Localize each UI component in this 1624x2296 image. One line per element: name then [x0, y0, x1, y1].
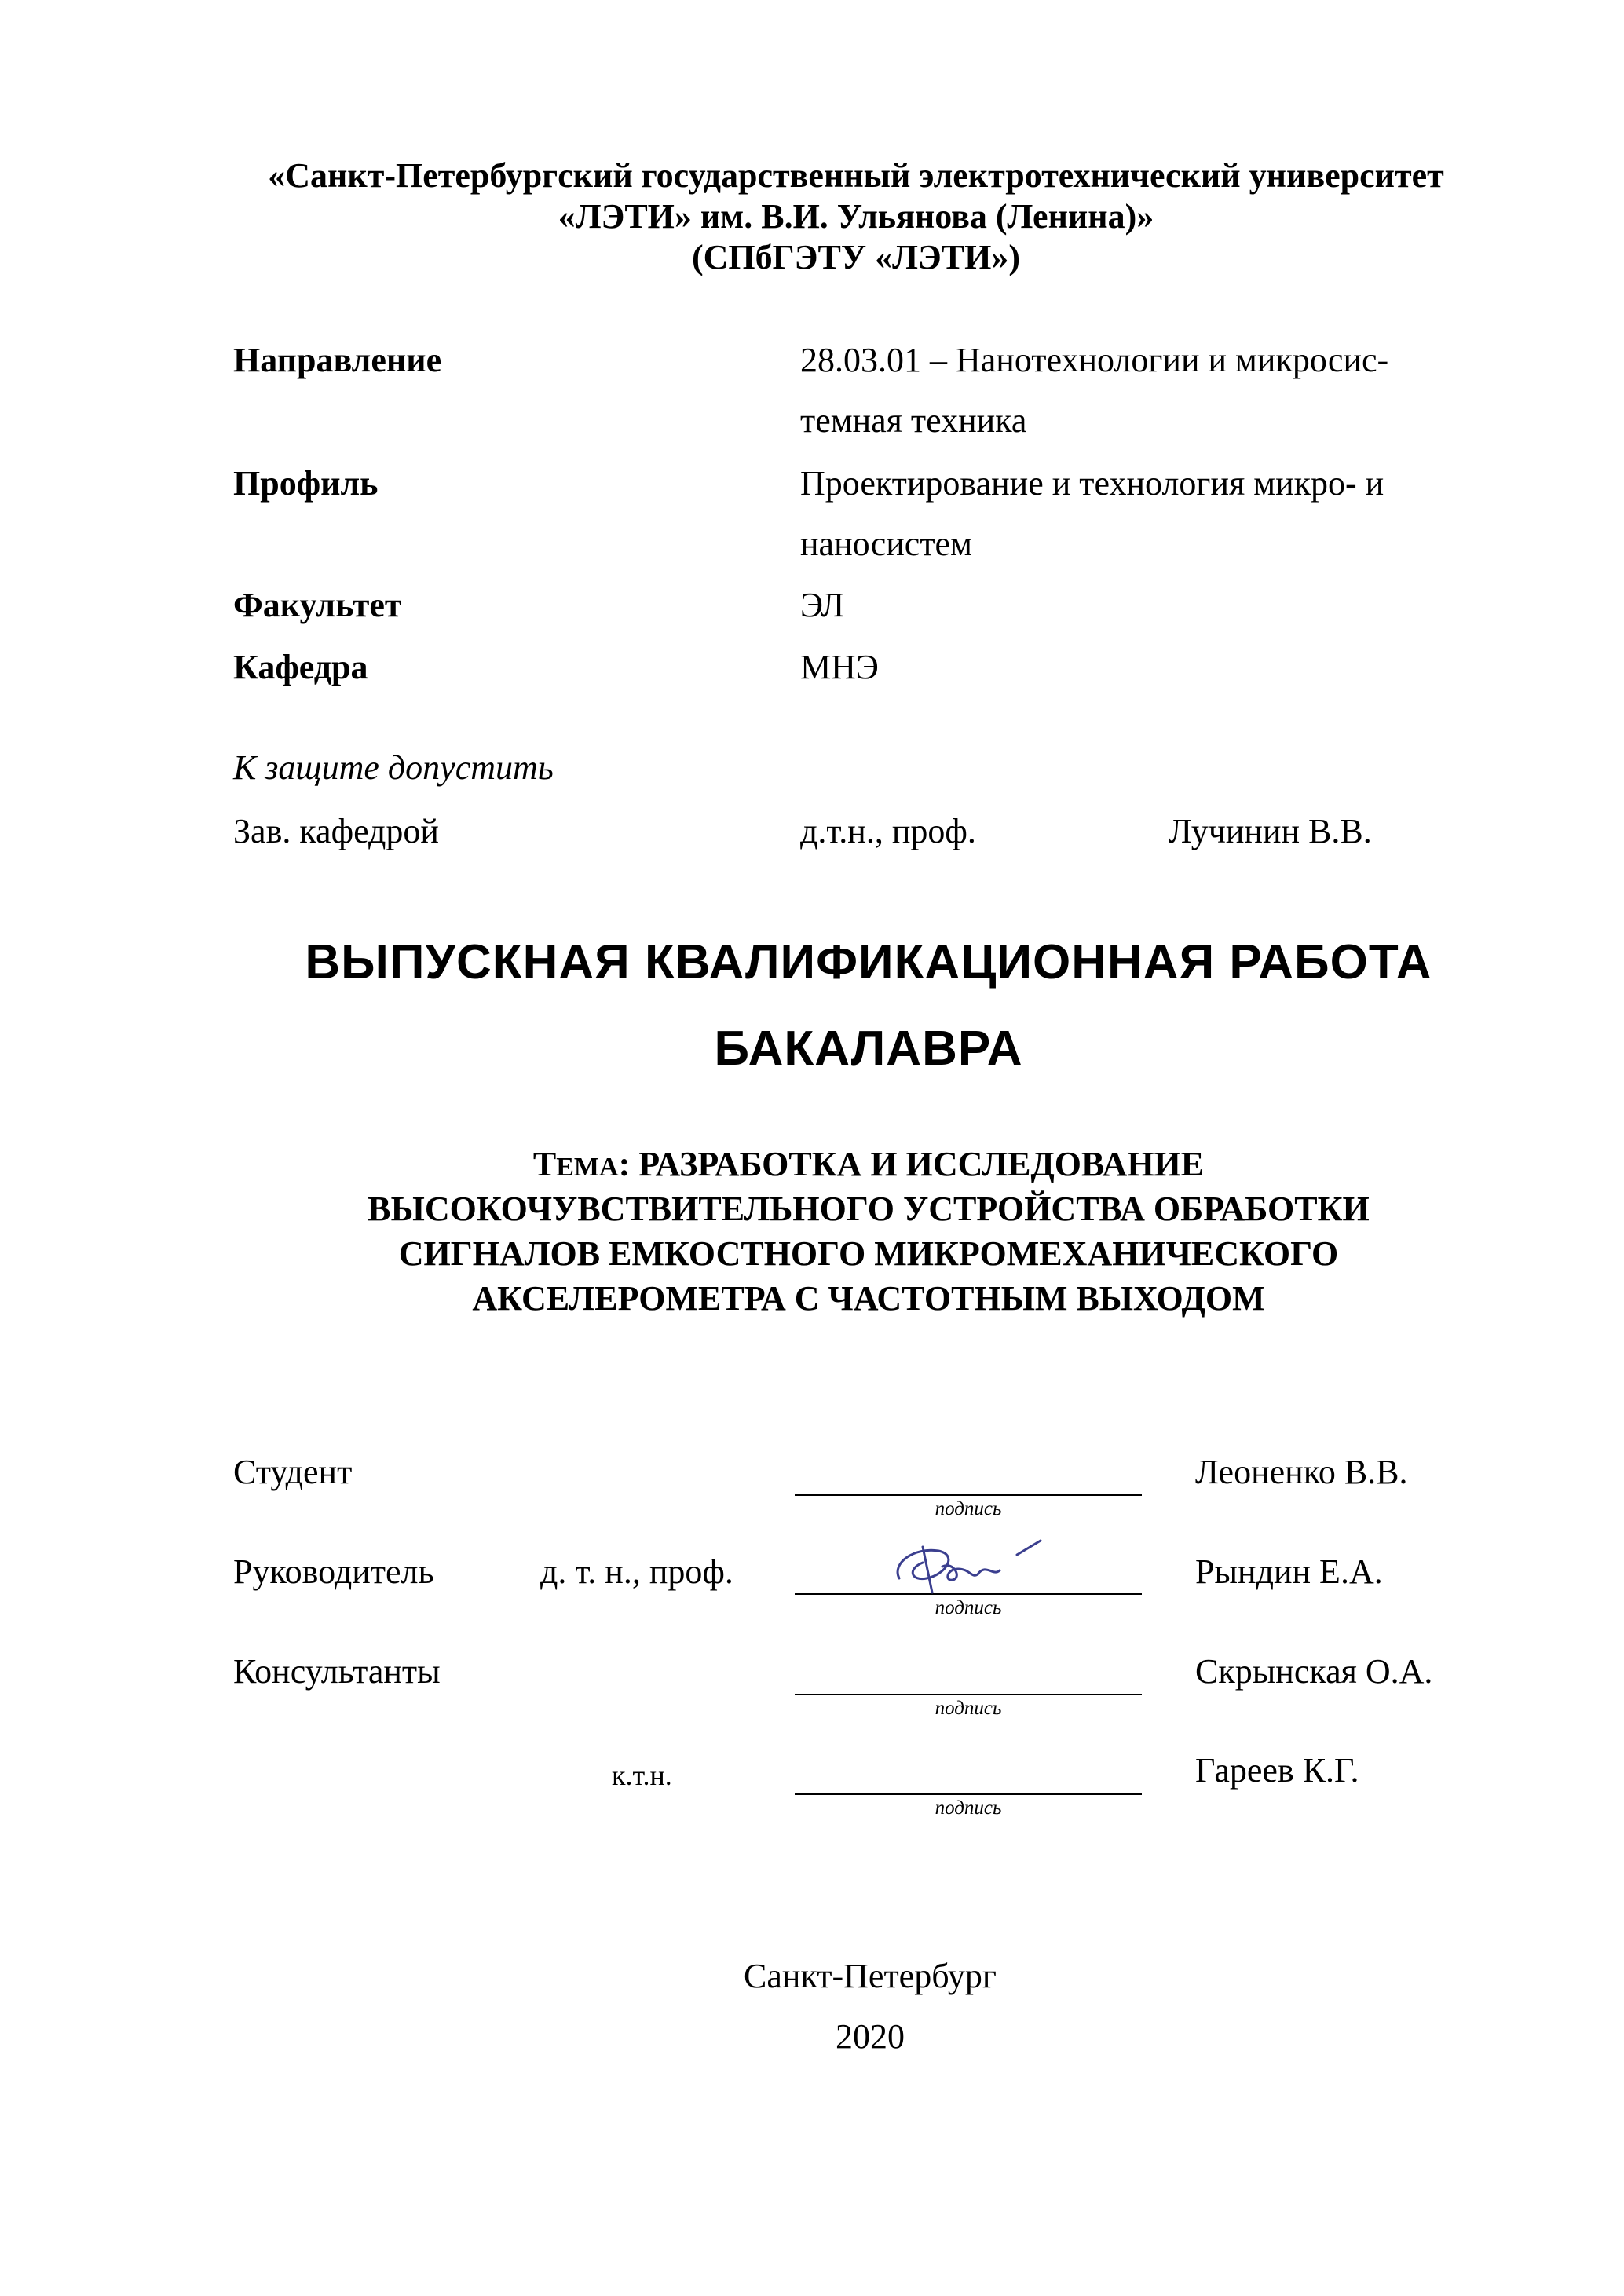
university-name-line2: «ЛЭТИ» им. В.И. Ульянова (Ленина)»: [558, 197, 1154, 236]
field-label-direction: Направление: [233, 341, 442, 379]
handwritten-signature: [883, 1531, 1056, 1602]
signature-caption-consultant1: подпись: [935, 1698, 1002, 1719]
signature-role-consultants: Консультанты: [233, 1652, 441, 1691]
signature-role-student: Студент: [233, 1453, 353, 1491]
signature-caption-supervisor: подпись: [935, 1597, 1002, 1618]
signature-degree-supervisor: д. т. н., проф.: [540, 1552, 733, 1591]
signature-name-supervisor: Рындин Е.А.: [1195, 1552, 1383, 1591]
field-value-profile-line1: Проектирование и технология микро- и: [800, 464, 1384, 503]
signature-caption-student: подпись: [935, 1498, 1002, 1519]
signature-caption-consultant2: подпись: [935, 1797, 1002, 1819]
theme-prefix-colon: :: [618, 1145, 631, 1183]
theme-prefix-rest: ЕМА: [556, 1153, 619, 1182]
thesis-title-line2: БАКАЛАВРА: [714, 1022, 1023, 1076]
footer-city: Санкт-Петербург: [744, 1957, 997, 1995]
field-value-direction-line1: 28.03.01 – Нанотехнологии и микросис-: [800, 341, 1389, 379]
approval-degree: д.т.н., проф.: [800, 812, 976, 850]
approval-name: Лучинин В.В.: [1169, 812, 1372, 850]
theme-prefix-first: Т: [532, 1145, 557, 1183]
signature-name-student: Леоненко В.В.: [1195, 1453, 1408, 1491]
field-value-department: МНЭ: [800, 648, 879, 686]
field-value-profile-line2: наносистем: [800, 525, 972, 563]
signature-name-consultant2: Гареев К.Г.: [1195, 1751, 1359, 1790]
field-value-faculty: ЭЛ: [800, 586, 845, 624]
footer-year: 2020: [836, 2017, 905, 2056]
theme-line1: [0, 1142, 1624, 1190]
field-label-department: Кафедра: [233, 648, 368, 686]
theme-title-line2: ВЫСОКОЧУВСТВИТЕЛЬНОГО УСТРОЙСТВА ОБРАБОТКИ: [368, 1190, 1370, 1228]
theme-title-line1: РАЗРАБОТКА И ИССЛЕДОВАНИЕ: [630, 1145, 1205, 1183]
signature-degree-consultant2: к.т.н.: [612, 1760, 672, 1791]
approval-note: К защите допустить: [233, 748, 554, 787]
signature-name-consultant1: Скрынская О.А.: [1195, 1652, 1433, 1691]
signature-line-consultant1: [795, 1694, 1142, 1695]
theme-title-line3: СИГНАЛОВ ЕМКОСТНОГО МИКРОМЕХАНИЧЕСКОГО: [398, 1234, 1339, 1273]
signature-line-consultant2: [795, 1793, 1142, 1795]
field-label-faculty: Факультет: [233, 586, 402, 624]
thesis-title-line1: ВЫПУСКНАЯ КВАЛИФИКАЦИОННАЯ РАБОТА: [305, 935, 1432, 989]
theme-title-line4: АКСЕЛЕРОМЕТРА С ЧАСТОТНЫМ ВЫХОДОМ: [472, 1279, 1265, 1318]
university-name-line1: «Санкт-Петербургский государственный электротехнический университет: [268, 156, 1444, 195]
field-value-direction-line2: темная техника: [800, 401, 1027, 440]
field-label-profile: Профиль: [233, 464, 379, 503]
university-abbreviation: (СПбГЭТУ «ЛЭТИ»): [692, 238, 1020, 276]
signature-role-supervisor: Руководитель: [233, 1552, 434, 1591]
signature-line-student: [795, 1494, 1142, 1496]
approval-role: Зав. кафедрой: [233, 812, 439, 850]
